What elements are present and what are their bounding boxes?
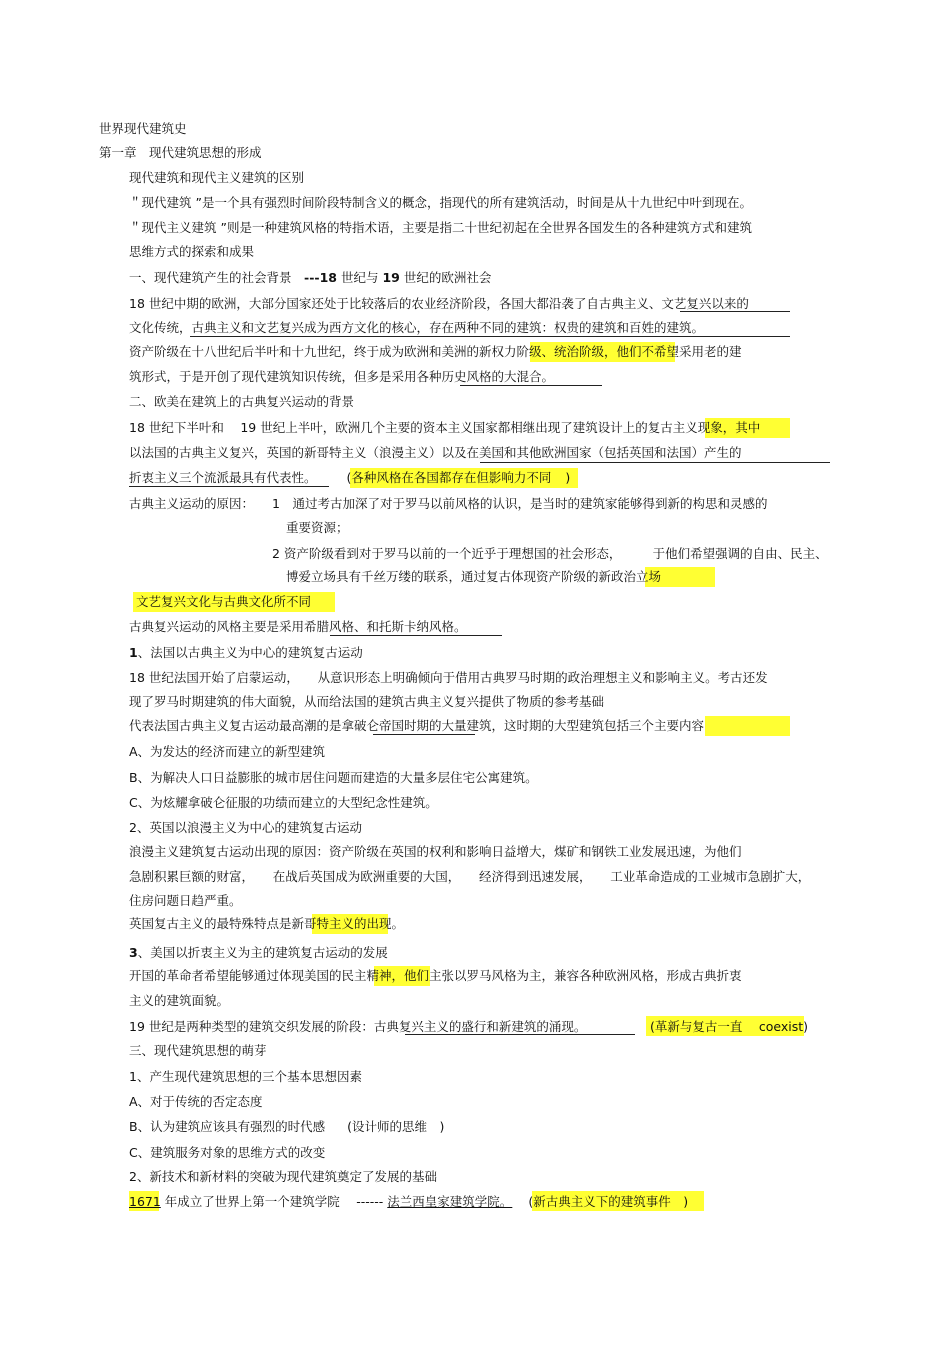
britain-p1-line1: 浪漫主义建筑复古运动出现的原因：资产阶级在英国的权利和影响日益增大，煤矿和钢铁工业发展迅速，为他们 bbox=[129, 844, 742, 859]
s1-heading: 一、现代建筑产生的社会背景 ---18 世纪与 19 世纪的欧洲社会 bbox=[129, 270, 492, 285]
france-item-a: A、为发达的经济而建立的新型建筑 bbox=[129, 744, 326, 759]
s3-item-b: B、认为建筑应该具有强烈的时代感 (设计师的思维 ) bbox=[129, 1119, 445, 1134]
underline-rule bbox=[129, 486, 329, 487]
underline-rule bbox=[480, 462, 830, 463]
britain-heading: 2、英国以浪漫主义为中心的建筑复古运动 bbox=[129, 820, 362, 835]
usa-p2-main: 19 世纪是两种类型的建筑交织发展的阶段：古典复兴主义的盛行和新建筑的涌现。 bbox=[129, 1019, 587, 1034]
s1-p2-line2: 筑形式，于是开创了现代建筑知识传统，但多是采用各种历史风格的大混合。 bbox=[129, 369, 555, 384]
reason-2-line2: 博爱立场具有千丝万缕的联系，通过复古体现资产阶级的新政治立场 bbox=[286, 569, 662, 584]
s2-p1-line1: 18 世纪下半叶和 19 世纪上半叶，欧洲几个主要的资本主义国家都相继出现了建筑设计上的复古主义现象，其中 bbox=[129, 420, 761, 435]
france-item-b: B、为解决人口日益膨胀的城市居住问题而建造的大量多层住宅公寓建筑。 bbox=[129, 770, 538, 785]
underline-rule bbox=[330, 635, 502, 636]
france-p2: 代表法国古典主义复古运动最高潮的是拿破仑帝国时期的大量建筑，这时期的大型建筑包括三个主要内容 bbox=[129, 718, 705, 733]
britain-p2: 英国复古主义的最特殊特点是新哥特主义的出现。 bbox=[129, 916, 405, 931]
doc-title: 世界现代建筑史 bbox=[99, 121, 187, 136]
intro-p2-line2: 思维方式的探索和成果 bbox=[129, 244, 255, 259]
france-p1-line1: 18 世纪法国开始了启蒙运动， 从意识形态上明确倾向于借用古典罗马时期的政治理想主义和影响主义。考古还发 bbox=[129, 670, 768, 685]
reasons-label: 古典主义运动的原因： bbox=[129, 496, 255, 511]
france-item-c: C、为炫耀拿破仑征服的功绩而建立的大型纪念性建筑。 bbox=[129, 795, 438, 810]
reason-1-line2: 重要资源； bbox=[286, 520, 349, 535]
chapter-title: 第一章 现代建筑思想的形成 bbox=[99, 145, 262, 160]
s1-p2-line1: 资产阶级在十八世纪后半叶和十九世纪，终于成为欧洲和美洲的新权力阶级、统治阶级，他们不希望采用老的建 bbox=[129, 344, 742, 359]
underline-rule bbox=[190, 336, 790, 337]
underline-rule bbox=[405, 1034, 635, 1035]
france-heading: 1、法国以古典主义为中心的建筑复古运动 bbox=[129, 645, 363, 660]
s1-p1-line2: 文化传统，古典主义和文艺复兴成为西方文化的核心，存在两种不同的建筑：权贵的建筑和百姓的建筑。 bbox=[129, 320, 705, 335]
usa-heading: 3、美国以折衷主义为主的建筑复古运动的发展 bbox=[129, 945, 388, 960]
s1-p1-line1: 18 世纪中期的欧洲，大部分国家还处于比较落后的农业经济阶段，各国大都沿袭了自古典主义、文艺复兴以来的 bbox=[129, 296, 749, 311]
intro-p1: ＂现代建筑 ”是一个具有强烈时间阶段特制含义的概念，指现代的所有建筑活动，时间是从十九世纪中叶到现在。 bbox=[129, 195, 752, 210]
highlight-mark bbox=[705, 716, 790, 736]
underline-rule bbox=[373, 734, 475, 735]
usa-p2-note: (革新与复古一直 coexist) bbox=[650, 1019, 809, 1034]
note-difference: 文艺复兴文化与古典文化所不同 bbox=[136, 594, 312, 609]
reason-1-line1: 1 通过考古加深了对于罗马以前风格的认识，是当时的建筑家能够得到新的构思和灵感的 bbox=[272, 496, 768, 511]
s3-item-c: C、建筑服务对象的思维方式的改变 bbox=[129, 1145, 326, 1160]
s3-last-line: 1671 年成立了世界上第一个建筑学院 ------ 法兰西皇家建筑学院。 (新古典主义下的建筑事件 ) bbox=[129, 1194, 689, 1209]
s3-heading: 三、现代建筑思想的萌芽 bbox=[129, 1043, 267, 1058]
s2-p1-line2: 以法国的古典主义复兴，英国的新哥特主义（浪漫主义）以及在美国和其他欧洲国家（包括英国和法国）产生的 bbox=[129, 445, 742, 460]
reason-2-line1: 2 资产阶级看到对于罗马以前的一个近乎于理想国的社会形态， 于他们希望强调的自由、民主、 bbox=[272, 546, 828, 561]
s2-p1-line3: 折衷主义三个流派最具有代表性。 (各种风格在各国都存在但影响力不同 ) bbox=[129, 470, 571, 485]
underline-rule bbox=[460, 385, 602, 386]
britain-p1-line2: 急剧积累巨额的财富， 在战后英国成为欧洲重要的大国， 经济得到迅速发展， 工业革命造成的工业城市急剧扩大， bbox=[129, 869, 811, 884]
underline-rule bbox=[680, 311, 790, 312]
s3-item-a: A、对于传统的否定态度 bbox=[129, 1094, 263, 1109]
intro-heading: 现代建筑和现代主义建筑的区别 bbox=[129, 170, 305, 185]
usa-p1-line1: 开国的革命者希望能够通过体现美国的民主精神，他们主张以罗马风格为主，兼容各种欧洲风格，形成古典折衷 bbox=[129, 968, 742, 983]
britain-p1-line3: 住房问题日趋严重。 bbox=[129, 893, 242, 908]
intro-p2-line1: ＂现代主义建筑 ”则是一种建筑风格的特指术语，主要是指二十世纪初起在全世界各国发生的各种建筑方式和建筑 bbox=[129, 220, 752, 235]
s3-sub2: 2、新技术和新材料的突破为现代建筑奠定了发展的基础 bbox=[129, 1169, 437, 1184]
usa-p1-line2: 主义的建筑面貌。 bbox=[129, 993, 230, 1008]
style-line: 古典复兴运动的风格主要是采用希腊风格、和托斯卡纳风格。 bbox=[129, 619, 467, 634]
s3-sub1: 1、产生现代建筑思想的三个基本思想因素 bbox=[129, 1069, 362, 1084]
s2-heading: 二、欧美在建筑上的古典复兴运动的背景 bbox=[129, 394, 355, 409]
france-p1-line2: 现了罗马时期建筑的伟大面貌，从而给法国的建筑古典主义复兴提供了物质的参考基础 bbox=[129, 694, 605, 709]
